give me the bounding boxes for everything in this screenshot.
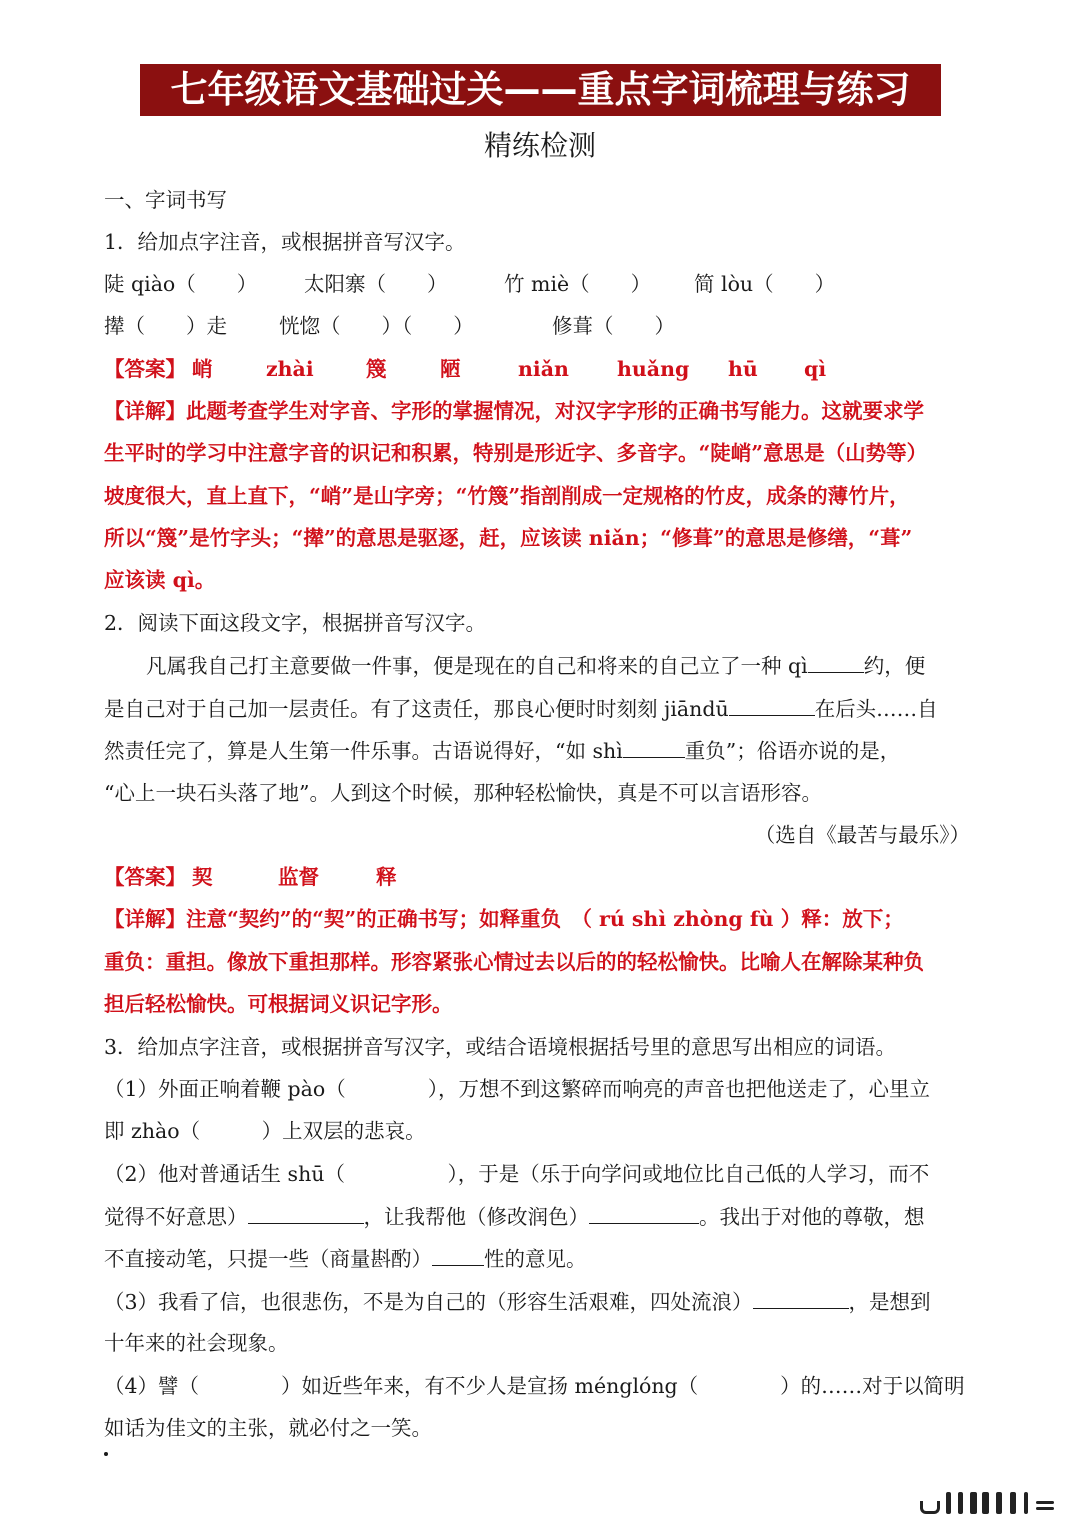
q1-answer-7: hū <box>728 357 758 381</box>
answer-blank[interactable] <box>589 1203 699 1224</box>
q2-source: （选自《最苦与最乐》） <box>754 823 970 847</box>
section-heading: 一、字词书写 <box>104 188 227 212</box>
q2-passage-line-1: 凡属我自己打主意要做一件事，便是现在的自己和将来的自己立了一种 qì 约，便 <box>146 654 926 678</box>
q2-passage-line-2: 是自己对于自己加一层责任。有了这责任，那良心便时时刻刻 jiāndū 在后头……自 <box>104 697 938 721</box>
q3-sub3-line-1: （3）我看了信，也很悲伤，不是为自己的（形容生活艰难，四处流浪） ，是想到 <box>104 1290 931 1314</box>
q3-sub1-line-1: （1）外面正响着鞭 pào（ ），万想不到这繁碎而响亮的声音也把他送走了，心里立 <box>104 1077 930 1101</box>
q2-answer-2: 监督 <box>278 865 319 889</box>
q1-answer <box>104 356 984 384</box>
answer-blank[interactable] <box>248 1203 364 1224</box>
q1-item-mie: 竹 miè（ ） <box>504 272 652 296</box>
q1-answer-1: 峭 <box>192 357 213 381</box>
q3-sub2-line-3: 不直接动笔，只提一些（商量斟酌） 性的意见。 <box>104 1247 587 1271</box>
q1-detail-line-3: 坡度很大，直上直下，“峭”是山字旁；“竹篾”指剖削成一定规格的竹皮，成条的薄竹片， <box>104 484 910 508</box>
q1-item-nian: 撵（ ）走 <box>104 314 227 338</box>
q1-answer-4: 陋 <box>440 357 461 381</box>
q1-answer-2: zhài <box>266 357 314 381</box>
watermark-icon <box>920 1488 1060 1518</box>
q3-sub4-line-1: （4）譬（ ）如近些年来，有不少人是宣扬 ménglóng（ ）的……对于以简明 <box>104 1374 965 1398</box>
answer-tag: 【答案】 <box>104 865 186 889</box>
q1-item-zhai: 太阳寨（ ） <box>304 272 448 296</box>
q3-sub1-line-2: 即 zhào（ ）上双层的悲哀。 <box>104 1119 426 1143</box>
q1-answer-6: huǎng <box>617 357 690 381</box>
answer-blank[interactable] <box>808 652 864 673</box>
q3-sub2-line-1: （2）他对普通话生 shū（ ），于是（乐于向学问或地位比自己低的人学习，而不 <box>104 1162 930 1186</box>
q1-detail-line-2: 生平时的学习中注意字音的识记和积累，特别是形近字、多音字。“陡峭”意思是（山势等） <box>104 441 928 465</box>
q2-passage-line-3: 然责任完了，算是人生第一件乐事。古语说得好，“如 shì 重负”；俗语亦说的是， <box>104 739 901 763</box>
q1-stem: 1．给加点字注音，或根据拼音写汉字。 <box>104 230 466 254</box>
q2-passage-line-4: “心上一块石头落了地”。人到这个时候，那种轻松愉快，真是不可以言语形容。 <box>104 781 822 805</box>
q2-answer-3: 释 <box>376 865 397 889</box>
answer-tag: 【答案】 <box>104 357 186 381</box>
q2-detail-line-2: 重负：重担。像放下重担那样。形容紧张心情过去以后的的轻松愉快。比喻人在解除某种负 <box>104 950 924 974</box>
q1-item-lou: 简 lòu（ ） <box>694 272 836 296</box>
q3-sub2-line-2: 觉得不好意思） ，让我帮他（修改润色） 。我出于对他的尊敬，想 <box>104 1205 925 1229</box>
detail-tag: 【详解】 <box>104 907 186 931</box>
q3-stem: 3．给加点字注音，或根据拼音写汉字，或结合语境根据括号里的意思写出相应的词语。 <box>104 1035 897 1059</box>
answer-blank[interactable] <box>729 695 815 716</box>
q3-sub4-line-2: 如话为佳文的主张，就必付之一笑。 <box>104 1416 432 1440</box>
q1-detail-line-1: 【详解】此题考查学生对字音、字形的掌握情况，对汉字字形的正确书写能力。这就要求学 <box>104 399 924 423</box>
page-title: 七年级语文基础过关——重点字词梳理与练习 <box>140 64 941 116</box>
q1-item-qi: 修葺（ ） <box>552 314 675 338</box>
q1-answer-8: qì <box>804 357 827 381</box>
q1-item-huanghu: 恍惚（ ）（ ） <box>279 314 474 338</box>
q2-detail-line-1: 【详解】注意“契约”的“契”的正确书写；如释重负 （ rú shì zhòng fù ）释：放下； <box>104 907 904 931</box>
answer-blank[interactable] <box>753 1288 849 1309</box>
q1-row1 <box>104 271 984 299</box>
q1-detail-line-4: 所以“篾”是竹字头；“撵”的意思是驱逐，赶，应该读 niǎn；“修葺”的意思是修缮，“葺” <box>104 526 913 550</box>
answer-blank[interactable] <box>432 1245 484 1266</box>
detail-tag: 【详解】 <box>104 399 186 423</box>
q1-answer-5: niǎn <box>518 357 569 381</box>
q2-detail-line-3: 担后轻松愉快。可根据词义识记字形。 <box>104 992 453 1016</box>
q1-row2 <box>104 313 984 341</box>
q1-item-qiao: 陡 qiào（ ） <box>104 272 258 296</box>
q2-stem: 2．阅读下面这段文字，根据拼音写汉字。 <box>104 611 487 635</box>
page-subtitle: 精练检测 <box>483 129 596 162</box>
q2-answer-1: 契 <box>192 865 213 889</box>
q3-sub3-line-2: 十年来的社会现象。 <box>104 1331 289 1355</box>
q1-detail-line-5: 应该读 qì。 <box>104 568 216 592</box>
q1-answer-3: 篾 <box>366 357 387 381</box>
q2-answer <box>104 864 984 892</box>
stray-dot <box>104 1452 108 1456</box>
answer-blank[interactable] <box>623 737 685 758</box>
